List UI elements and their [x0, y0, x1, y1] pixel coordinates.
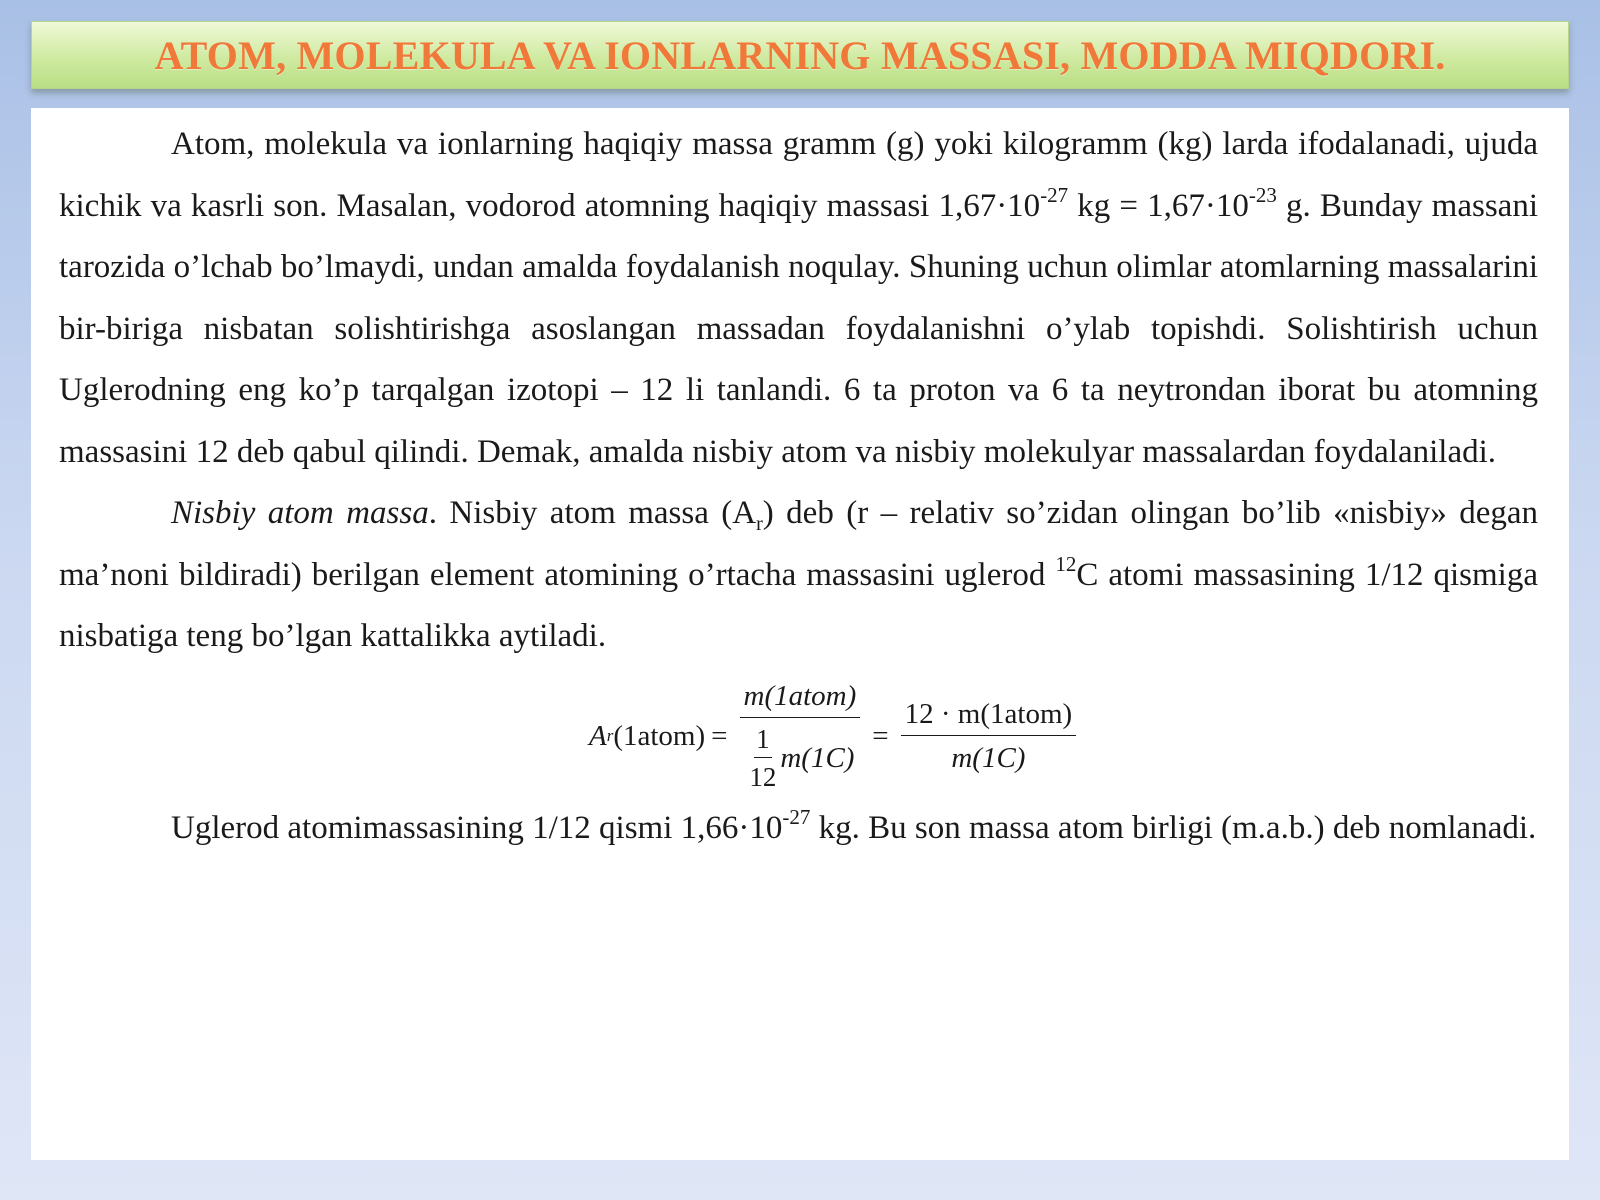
one-twelfth-fraction: $\frac{1}{12}$	[749, 723, 777, 792]
fraction-1-denominator: $\frac{1}{12}$ m(1C)	[749, 723, 855, 792]
formula-equals-2: =	[872, 719, 889, 752]
formula-relative-atomic-mass	[59, 668, 1538, 798]
fraction-2-numerator: 12 · m(1atom)	[901, 698, 1077, 736]
paragraph-intro: Atom, molekula va ionlarning haqiqiy massa gramm (g) yoki kilogramm (kg) larda ifodalanadi, ujuda kichik va kasrli son. Masalan, vodorod atomning haqiqiy massasi $1,67\cdot 10^{-27}$ kg = $1,67\cdot 10^{-23}$ g. Bunday massani tarozida o’lchab bo’lmaydi, undan amalda foydalanish noqulay. Shuning uchun olimlar atomlarning massalarini bir-biriga nisbatan solishtirishga asoslangan massadan foydalanishni o’ylab topishdi. Solishtirish uchun Uglerodning eng ko’p tarqalgan izotopi – 12 li tanlandi. 6 ta proton va 6 ta neytrondan iborat bu atomning massasini 12 deb qabul qilindi. Demak, amalda nisbiy atom va nisbiy molekulyar massalardan foydalaniladi.	[59, 126, 1538, 470]
term-relative-atomic-mass: Nisbiy atom massa	[171, 495, 429, 531]
formula-fraction-2	[901, 698, 1077, 775]
formula-lhs-arg: (1atom)	[613, 719, 706, 752]
formula-lhs-symbol: A	[589, 719, 607, 752]
fraction-2-denominator: m(1C)	[951, 741, 1026, 774]
slide-title-bar	[31, 21, 1569, 89]
paragraph-amu: Uglerod atomimassasining 1/12 qismi $1,66\cdot 10^{-27}$ kg. Bu son massa atom birligi (m.a.b.) deb nomlanadi.	[171, 804, 1537, 846]
formula-equals-1: =	[711, 719, 728, 752]
slide-title: ATOM, MOLEKULA VA IONLARNING MASSASI, MODDA MIQDORI.	[154, 32, 1446, 78]
fraction-1-numerator: m(1atom)	[740, 680, 861, 718]
paragraph-definition: Nisbiy atom massa. Nisbiy atom massa $(A_r)$ deb (r – relativ so’zidan olingan bo’lib «nisbiy» degan ma’noni bildiradi) berilgan element atomining o’rtacha massasini uglerod $^{12}$C atomi massasining 1/12 qismiga nisbatiga teng bo’lgan kattalikka aytiladi.	[59, 495, 1539, 654]
slide-content	[31, 108, 1569, 1160]
formula-fraction-1	[740, 680, 861, 793]
formula-lhs-sub: r	[606, 726, 614, 745]
